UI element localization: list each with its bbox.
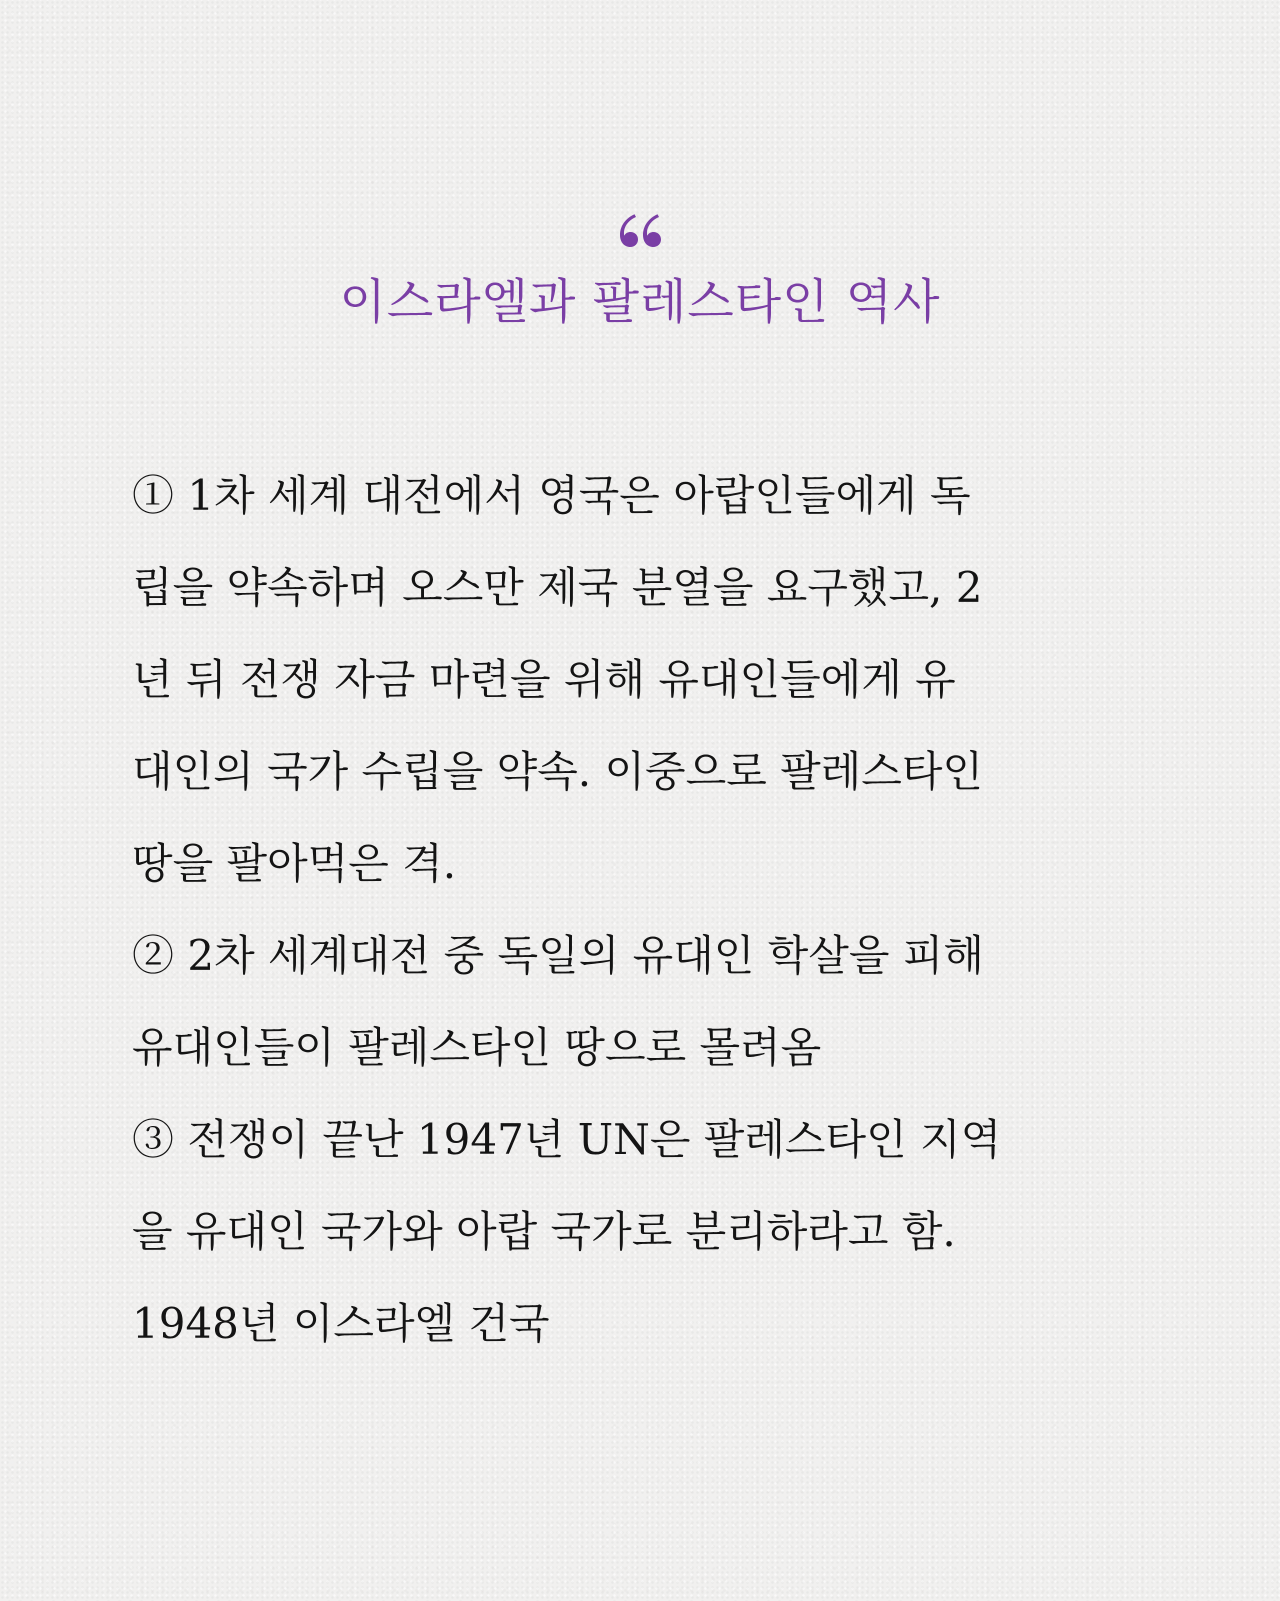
quote-open-icon bbox=[590, 190, 690, 270]
body-line: 유대인들이 팔레스타인 땅으로 몰려옴 bbox=[132, 1023, 822, 1072]
body-line: ① 1차 세계 대전에서 영국은 아랍인들에게 독 bbox=[132, 471, 971, 520]
body-line: 1948년 이스라엘 건국 bbox=[132, 1299, 550, 1348]
body-line: 땅을 팔아먹은 격. bbox=[132, 839, 457, 888]
body-line: 년 뒤 전쟁 자금 마련을 위해 유대인들에게 유 bbox=[132, 655, 956, 704]
body-text bbox=[132, 450, 1132, 1370]
body-line: ③ 전쟁이 끝난 1947년 UN은 팔레스타인 지역 bbox=[132, 1115, 1002, 1164]
body-line: ② 2차 세계대전 중 독일의 유대인 학살을 피해 bbox=[132, 931, 984, 980]
body-line: 을 유대인 국가와 아랍 국가로 분리하라고 함. bbox=[132, 1207, 956, 1256]
card-title: 이스라엘과 팔레스타인 역사 bbox=[339, 274, 941, 330]
body-line: 립을 약속하며 오스만 제국 분열을 요구했고, 2 bbox=[132, 563, 983, 612]
body-line: 대인의 국가 수립을 약속. 이중으로 팔레스타인 bbox=[132, 747, 983, 796]
